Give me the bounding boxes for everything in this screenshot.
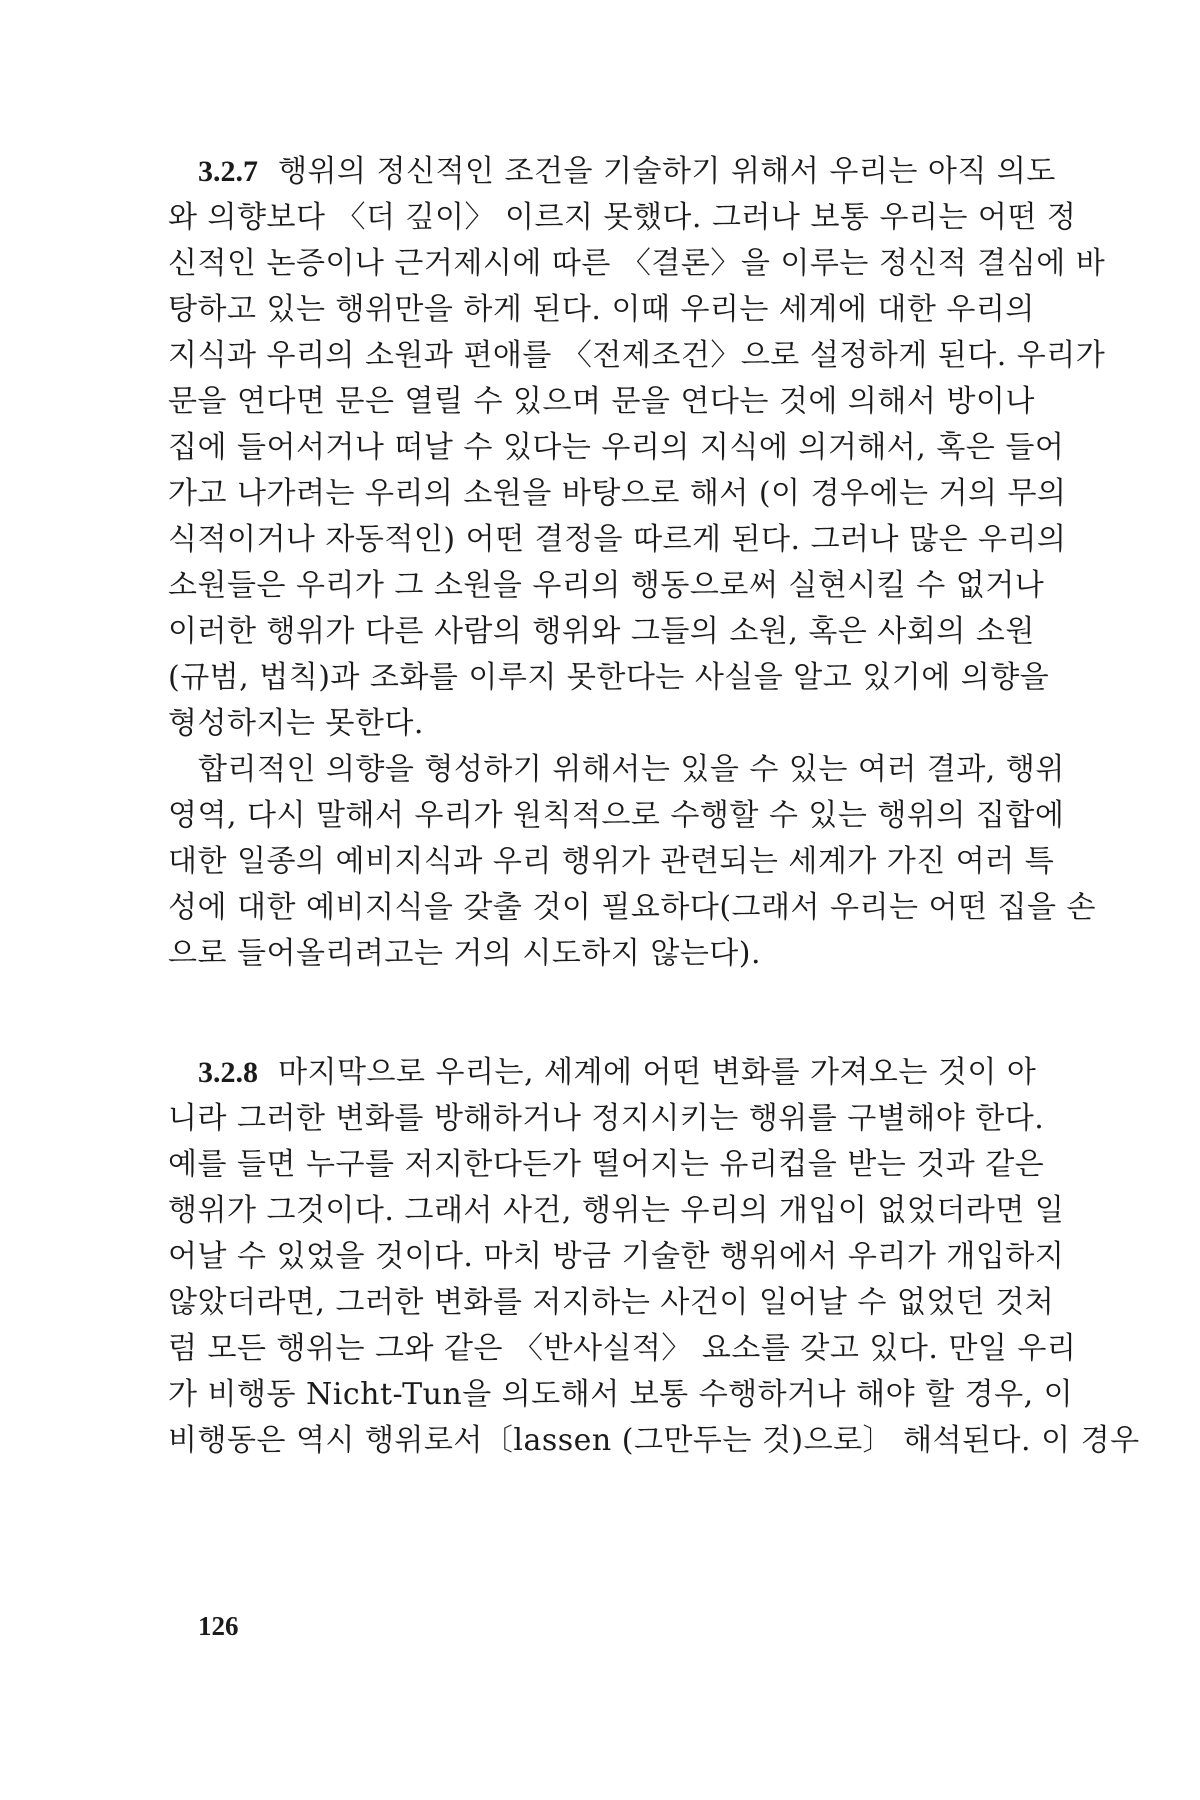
text-line: [198, 1053, 1037, 1093]
text-line: 식적이거나 자동적인) 어떤 결정을 따르게 된다. 그러나 많은 우리의: [168, 522, 1067, 557]
text-line: 이러한 행위가 다른 사람의 행위와 그들의 소원, 혹은 사회의 소원: [168, 614, 1035, 649]
text-line: 예를 들면 누구를 저지한다든가 떨어지는 유리컵을 받는 것과 같은: [168, 1147, 1045, 1182]
text-line: 가 비행동 Nicht-Tun을 의도해서 보통 수행하거나 해야 할 경우, 이: [168, 1377, 1074, 1412]
text-line: 문을 연다면 문은 열릴 수 있으며 문을 연다는 것에 의해서 방이나: [168, 384, 1035, 419]
text-line: 합리적인 의향을 형성하기 위해서는 있을 수 있는 여러 결과, 행위: [198, 752, 1065, 787]
text-line: 형성하지는 못한다.: [168, 706, 424, 741]
text-line: 영역, 다시 말해서 우리가 원칙적으로 수행할 수 있는 행위의 집합에: [168, 798, 1065, 833]
text-line: 와 의향보다 〈더 깊이〉 이르지 못했다. 그러나 보통 우리는 어떤 정: [168, 200, 1077, 235]
text-line: 않았더라면, 그러한 변화를 저지하는 사건이 일어날 수 없었던 것처: [168, 1285, 1055, 1320]
page-number: 126: [198, 1611, 239, 1641]
section-number: 3.2.8: [198, 1056, 258, 1089]
text-line: (규범, 법칙)과 조화를 이루지 못한다는 사실을 알고 있기에 의향을: [168, 660, 1050, 695]
text-line: 행위가 그것이다. 그래서 사건, 행위는 우리의 개입이 없었더라면 일: [168, 1193, 1065, 1228]
text-line: 지식과 우리의 소원과 편애를 〈전제조건〉으로 설정하게 된다. 우리가: [168, 338, 1106, 373]
text-line: 대한 일종의 예비지식과 우리 행위가 관련되는 세계가 가진 여러 특: [168, 844, 1055, 879]
text-line: 집에 들어서거나 떠날 수 있다는 우리의 지식에 의거해서, 혹은 들어: [168, 430, 1065, 465]
text-line: 신적인 논증이나 근거제시에 따른 〈결론〉을 이루는 정신적 결심에 바: [168, 246, 1106, 281]
section-number: 3.2.7: [198, 155, 258, 188]
text-line: 니라 그러한 변화를 방해하거나 정지시키는 행위를 구별해야 한다.: [168, 1101, 1045, 1136]
text-line: 탕하고 있는 행위만을 하게 된다. 이때 우리는 세계에 대한 우리의: [168, 292, 1035, 327]
text-line: 비행동은 역시 행위로서〔lassen (그만두는 것)으로〕 해석된다. 이 경우: [168, 1423, 1140, 1458]
text-line: 으로 들어올리려고는 거의 시도하지 않는다).: [168, 936, 762, 971]
text-line: 가고 나가려는 우리의 소원을 바탕으로 해서 (이 경우에는 거의 무의: [168, 476, 1067, 511]
text-line: [198, 152, 1056, 192]
text-line: 어날 수 있었을 것이다. 마치 방금 기술한 행위에서 우리가 개입하지: [168, 1239, 1065, 1274]
text-line: 성에 대한 예비지식을 갖출 것이 필요하다(그래서 우리는 어떤 집을 손: [168, 890, 1096, 925]
text-line: 소원들은 우리가 그 소원을 우리의 행동으로써 실현시킬 수 없거나: [168, 568, 1045, 603]
line-text: 행위의 정신적인 조건을 기술하기 위해서 우리는 아직 의도: [278, 154, 1056, 189]
text-line: 럼 모든 행위는 그와 같은 〈반사실적〉 요소를 갖고 있다. 만일 우리: [168, 1331, 1077, 1366]
line-text: 마지막으로 우리는, 세계에 어떤 변화를 가져오는 것이 아: [278, 1055, 1037, 1090]
